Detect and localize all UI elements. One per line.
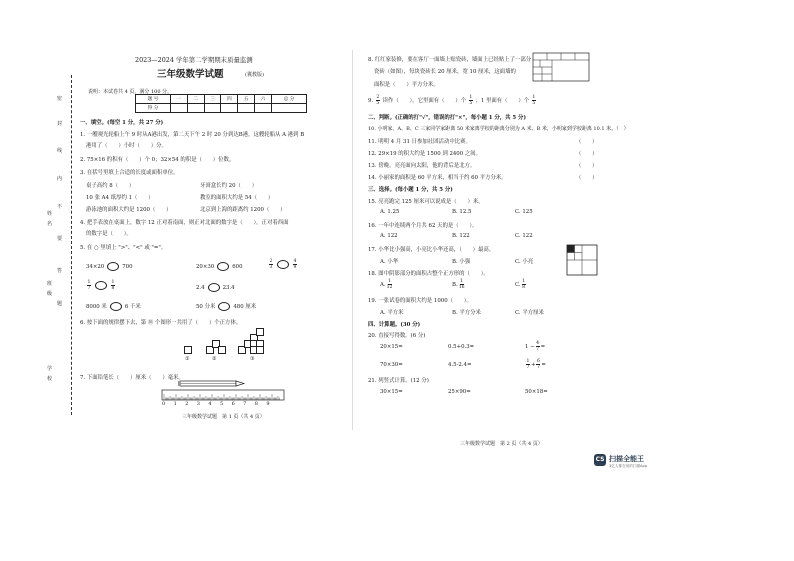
choice-option[interactable]: A. 1.25 [380,209,400,215]
choice-option[interactable]: C. 平方厘米 [515,310,544,316]
question-3-e: 游泳池的面积大约是 1200（ ） [86,207,172,213]
judge-13: 13. 傍晚，亮亮面向太阳，他的背后是北方。 [368,163,476,169]
margin-label-school: 校 [47,376,53,382]
choice-19: 19. 一张试卷的面积大约是 1000（ ）。 [368,298,472,304]
margin-char: 内 [57,176,63,182]
score-header-cell: 题 号 [136,95,171,104]
margin-label-name: 姓 [47,211,53,217]
answer-paren: （ ） [576,163,598,169]
judge-12: 12. 29×19 的积大约是 1500 到 2400 之间。 [368,151,482,157]
question-8-cont: 瓷砖（如图），每块瓷砖长 20 厘米，宽 10 厘米，这面墙的 [374,69,516,75]
score-header-cell: 二 [187,95,204,104]
exam-edition: (冀教版) [245,72,264,78]
choice-option[interactable]: C. 122 [515,233,533,239]
answer-paren: （ ） [576,175,598,181]
scanner-watermark [594,454,684,474]
calc-item: 30×15= [380,389,403,395]
calc-item: 0.5+0.3= [448,344,475,350]
calc-item: 25×90= [448,389,471,395]
question-8-cont: 面积是（ ）平方分米。 [374,82,439,88]
question-3-b: 牙膏盒长约 20（ ） [200,183,258,189]
score-header-cell: 总 分 [271,95,306,104]
ruler-labels: 0 1 2 3 4 5 6 7 8 9 [162,401,270,407]
judge-10: 10. 小明家、A、B、C 三家同学家距离 50 米家离学校的距离分别为 A 米、B 米，小明家到学校距离 10.1 米。（ ） [368,126,629,132]
fraction: $\frac{4}{9}$ [293,259,297,270]
exam-note: 说明：本试卷共 4 页，满分 100 分。 [88,89,173,95]
fraction: $\frac{6}{7}$ [536,359,540,370]
fraction: $\frac{2}{3}$ [269,259,273,270]
score-header-cell: 五 [238,95,255,104]
fraction: $\frac{1}{7}$ [526,359,530,370]
figure-label: ③ [250,356,255,362]
exam-year-title: 2023—2024 学年第二学期期末质量监测 [135,56,253,64]
margin-char: 密 [57,96,63,102]
margin-label-school: 学 [47,366,53,372]
choice-15: 15. 亮亮跑完 125 厘米可以说成是（ ）米。 [368,199,484,205]
question-5: 5. 在 ○ 里填上 ">"、"<" 或 "="。 [80,245,167,251]
watermark-sub: 3亿人都在用的扫描App [609,464,648,468]
choice-option[interactable]: A. $\frac{1}{12}$ [380,279,393,290]
compare-right: 6 千米 [124,304,141,310]
question-9: 9. $\frac{2}{5}$ 读作（ ），它里面有（ ）个 $\frac{1}{5}$ ；1 里面有（ ）个 $\frac{1}{5}$ [368,95,536,106]
score-cell: 得 分 [136,104,171,113]
compare-right: 23.4 [222,285,235,291]
choice-16: 16. 一年中连续两个月共 62 天的是（ ）。 [368,223,478,229]
page-footer: 三年级数学试题 第 2 页（共 4 页） [460,441,543,447]
score-header-cell: 六 [255,95,272,104]
fraction: $\frac{1}{5}$ [469,95,473,106]
choice-option[interactable]: A. 平方米 [380,310,404,316]
fraction: $\frac{1}{16}$ [458,279,465,290]
choice-option[interactable]: B. 122 [452,233,470,239]
question-3: 3. 在括号里填上合适的长度或面积单位。 [80,170,179,176]
score-header-cell: 三 [204,95,221,104]
margin-label-class: 班 [47,281,53,287]
question-2: 2. 75×16 的积有（ ）个 0；32×54 的积是（ ）位数。 [80,157,235,163]
question-3-c: 10 张 A4 纸厚约 1（ ） [86,195,154,201]
judge-11: 11. 明明 4 月 31 日参加社团活动中比赛。 [368,139,471,145]
question-1: 1. 一艘观光轮船上午 9 时从A港出发，第二天下午 2 时 20 分到达B港，这艘轮船从 A 港到 B [80,132,305,138]
question-4-cont: 的数字是（ ）。 [86,231,132,237]
compare-left: 2.4 [196,285,205,291]
margin-char: 题 [57,301,63,307]
section-heading: 一、填空。(每空 1 分，共 27 分) [80,120,164,126]
margin-label-class: 级 [47,291,53,297]
calc-item: 70×30= [380,362,403,368]
figure-label: ① [185,356,190,362]
fraction: $\frac{1}{12}$ [386,279,393,290]
answer-paren: （ ） [576,139,598,145]
calc-item: $\frac{1}{7}$ + $\frac{6}{7}$ = [526,359,546,370]
choice-option[interactable]: A. 122 [380,233,398,239]
fraction: $\frac{4}{7}$ [536,341,540,352]
question-21: 21. 列竖式计算。(12 分) [368,378,429,384]
question-3-d: 教室的面积大约是 54（ ） [200,195,274,201]
question-1-cont: 港用了（ ）小时（ ）分。 [86,143,167,149]
fraction: $\frac{2}{5}$ [376,95,380,106]
compare-left: 20×30 [196,264,215,270]
score-header-cell: 一 [170,95,187,104]
compare-right: 600 [232,264,243,270]
margin-char: 封 [57,121,63,127]
compare-left: 8000 米 [86,304,107,310]
question-3-f: 北京到上海的距离约 1200（ ） [200,207,286,213]
choice-18: 18. 图中阴影部分的面积占整个正方形的（ ）。 [368,271,489,277]
compare-right: 480 厘米 [233,304,257,310]
compare-right: 700 [122,264,133,270]
margin-char: 要 [57,236,63,242]
compare-left: 50 分米 [196,304,216,310]
margin-label-name: 名 [47,221,53,227]
choice-option[interactable]: B. $\frac{1}{16}$ [452,279,465,290]
question-3-a: 桌子高约 8（ ） [86,183,135,189]
question-7: 7. 下面铅笔长（ ）厘米（ ）毫米。 [80,375,184,381]
calc-item: 4.5-2.4= [448,362,472,368]
judge-14: 14. 小丽家的面积是 60 平方米，相当于约 60 平方分米。 [368,175,507,181]
figure-label: ② [212,356,217,362]
section-heading: 二、判断。(正确的打"√"，错误的打"×"，每小题 1 分，共 5 分) [368,115,526,121]
choice-option[interactable]: A. 小华 [380,259,399,265]
section-heading: 四、计算题。(30 分) [368,322,421,328]
tile-wall-figure [532,52,592,84]
choice-option[interactable]: B. 平方分米 [452,310,481,316]
margin-char: 线 [57,148,63,154]
question-20: 20. 直接写得数。(6 分) [368,333,426,339]
calc-item: 1 − $\frac{4}{7}$ = [525,341,546,352]
fraction: $\frac{1}{7}$ [87,280,91,291]
watermark-brand: 扫描全能王 [609,455,644,463]
choice-17: 17. 小华比小强高，小亮比小华还高，（ ）最高。 [368,247,495,253]
camscanner-logo-icon: CS [594,454,606,466]
fraction: $\frac{1}{5}$ [532,95,536,106]
choice-option[interactable]: C. 小亮 [515,259,534,265]
score-header-cell: 四 [221,95,238,104]
answer-paren: （ ） [576,151,598,157]
calc-item: 20×15= [380,344,403,350]
exam-title: 三年级数学试题 [157,69,224,80]
fraction: $\frac{1}{8}$ [111,280,115,291]
margin-char: 不 [57,204,63,210]
shaded-square-figure [566,244,600,278]
compare-left: 34×20 [86,264,105,270]
question-6: 6. 按下面的规律摆下去，第 ⑩ 个图形一共用了（ ）个正方体。 [80,320,242,326]
choice-option[interactable]: C. 125 [515,209,533,215]
choice-option[interactable]: B. 小强 [452,259,471,265]
page-footer: 三年级数学试题 第 1 页（共 4 页） [182,414,265,420]
margin-char: 答 [57,268,63,274]
calc-item: 50×18= [525,389,548,395]
choice-option[interactable]: C. $\frac{1}{8}$ [515,279,526,290]
question-8: 8. 红红家装修，要在客厅一面墙上贴瓷砖，墙面上已经贴上了一部分 [368,57,532,63]
section-heading: 三、选择。(每小题 1 分，共 5 分) [368,187,453,193]
fraction: $\frac{1}{8}$ [522,279,526,290]
choice-option[interactable]: B. 12.5 [452,209,472,215]
question-4: 4. 把手表放在桌面上，数字 12 正对着南面，则正对北面的数字是（ ），正对着西面 [80,220,289,226]
